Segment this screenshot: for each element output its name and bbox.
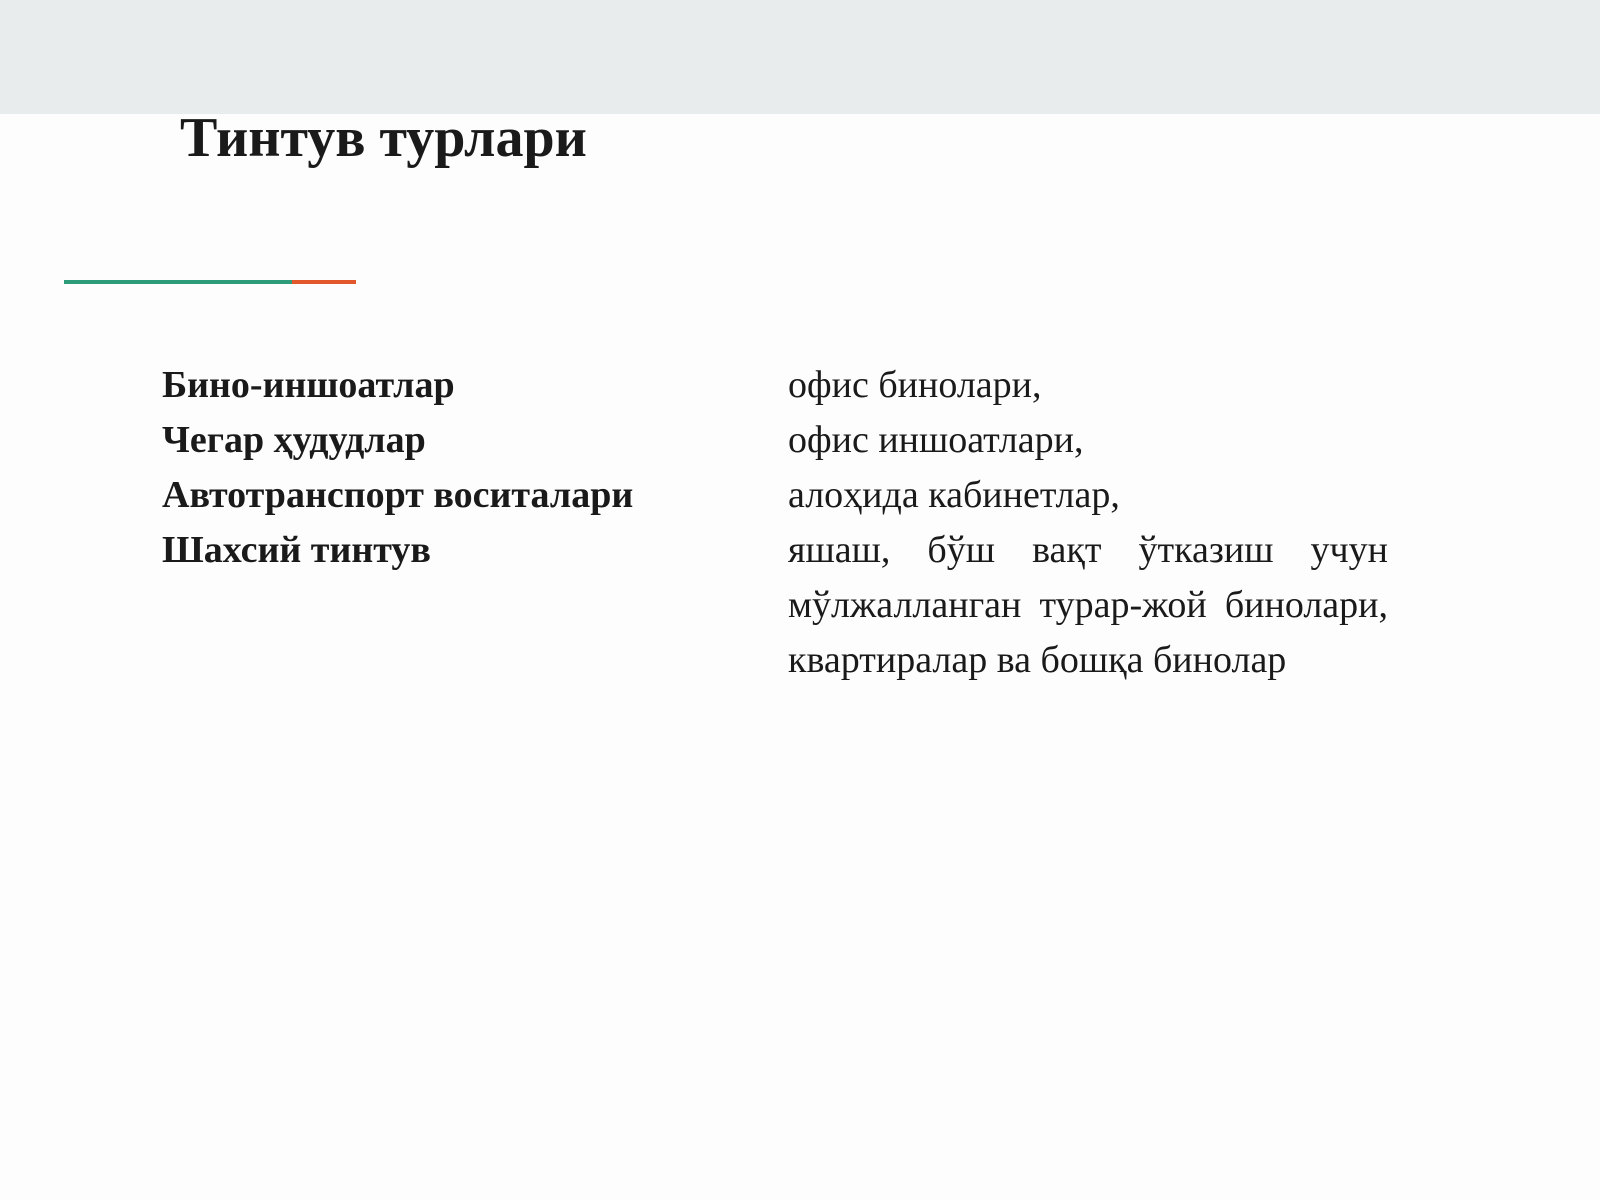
premises-office-facilities: офис иншоатлари,	[788, 419, 1084, 461]
search-type-vehicles: Автотранспорт воситалари	[162, 474, 634, 516]
search-type-buildings: Бино-иншоатлар	[162, 364, 455, 406]
premises-list	[788, 358, 1388, 688]
premises-separate-rooms: алоҳида кабинетлар,	[788, 474, 1120, 516]
premises-residential: яшаш, бўш вақт ўтказиш учун мўлжалланган турар-жой бинолари, квартиралар ва бошқа бинолар	[788, 529, 1388, 681]
search-type-personal: Шахсий тинтув	[162, 529, 431, 571]
accent-divider-orange	[292, 280, 356, 284]
accent-divider	[64, 280, 356, 284]
header-band	[0, 0, 1600, 114]
accent-divider-green	[64, 280, 292, 284]
search-types-list	[162, 358, 633, 578]
search-type-border-areas: Чегар ҳудудлар	[162, 419, 426, 461]
slide-title: Тинтув турлари	[180, 107, 587, 169]
premises-office-buildings: офис бинолари,	[788, 364, 1042, 406]
